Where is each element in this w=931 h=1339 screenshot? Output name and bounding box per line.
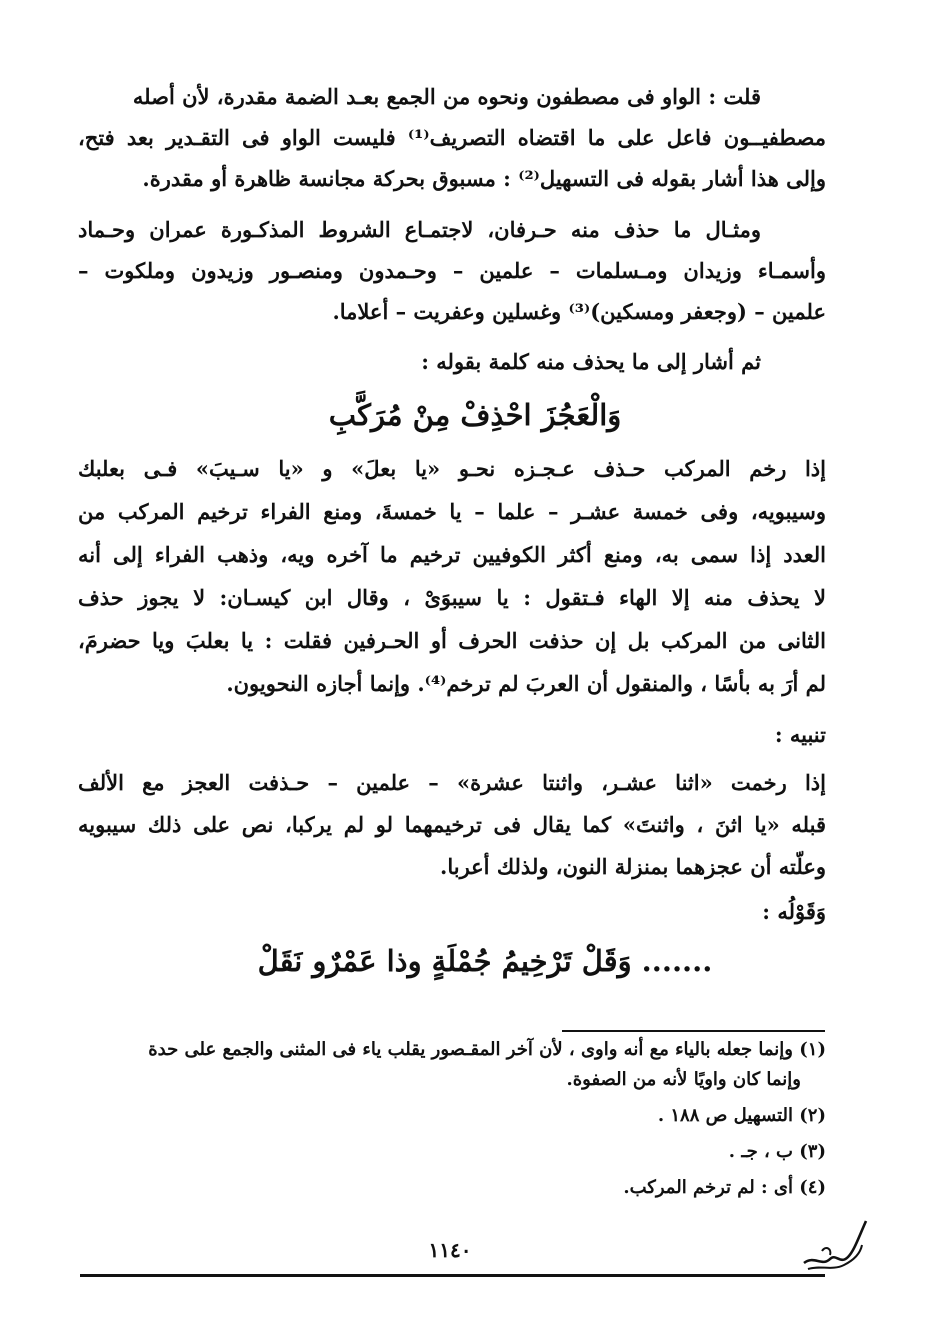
paragraph-1-line-3: وإلى هذا أشار بقوله فى التسهيل⁽²⁾ : مسبوق بحركة مجانسة ظاهرة أو مقدرة. xyxy=(142,166,826,191)
paragraph-4-line-3: وعلّته أن عجزهما بمنزلة النون، ولذلك أعربا. xyxy=(440,854,826,879)
verse-1: وَالْعَجُزَ احْذِفْ مِنْ مُرَكَّبِ xyxy=(328,398,622,432)
tanbih-heading: تنبيه : xyxy=(774,722,826,747)
paragraph-3-line-2: وسيبويه، وفى خمسة عشـر – علما – يا خمسةَ، ومنع الفراء ترخيم المركب من xyxy=(78,499,826,524)
paragraph-3-line-5: الثانى من المركب بل إن حذفت الحرف أو الحـرفين فقلت : يا بعلبَ ويا حضرمَ، xyxy=(78,628,826,653)
paragraph-3-line-6: لم أرَ به بأسًا ، والمنقول أن العربَ لم ترخم⁽⁴⁾. وإنما أجازه النحويون. xyxy=(226,671,826,696)
paragraph-4-line-2: قبله «يا اثنَ ، واثنتَ» كما يقال فى ترخيمهما لو لم يركبا، نص على ذلك سيبويه xyxy=(78,812,826,837)
footnote-4: (٤) أى : لم ترخم المركب. xyxy=(623,1177,826,1198)
page-number: ١١٤٠ xyxy=(428,1238,472,1262)
footnote-2: (٢) التسهيل ص ١٨٨ . xyxy=(657,1105,826,1126)
paragraph-2-line-3: علمين – (وجعفر ومسكين)⁽³⁾ وغسلين وعفريت – أعلاما. xyxy=(332,299,826,324)
qawluhu-line: وَقَوْلُه : xyxy=(762,899,826,924)
footnote-separator xyxy=(562,1030,825,1032)
paragraph-3-line-4: لا يحذف منه إلا الهاء فـتقول : يا سيبوَىْ ، وقال ابن كيسـان: لا يجوز حذف xyxy=(78,585,826,610)
paragraph-1-line-2: مصطفيــون فاعل على ما اقتضاه التصريف⁽¹⁾ فليست الواو فى التقـدير بعد فتح، xyxy=(78,125,826,150)
intro-line: ثم أشار إلى ما يحذف منه كلمة بقوله : xyxy=(421,349,761,374)
paragraph-2-line-2: وأسمـاء وزيدان ومـسلمات – علمين – وحـمدون ومنصـور وزيدون وملكوت – xyxy=(78,258,826,283)
footnote-1-line-1: (١) وإنما جعله بالياء مع أنه واوى ، لأن آخر المقـصور يقلب ياء فى المثنى والجمع على حدة xyxy=(148,1039,826,1060)
paragraph-3-line-3: العدد إذا سمى به، ومنع أكثر الكوفيين ترخيم ما آخره ويه، وذهب الفراء إلى أنه xyxy=(78,542,826,567)
paragraph-3-line-1: إذا رخم المركب حـذف عـجـزه نحـو «يا بعلَ» و «يا سـيبَ» فـى بعلبك xyxy=(78,456,826,481)
paragraph-4-line-1: إذا رخمت «اثنا عشـر، واثنتا عشرة» – علمين – حـذفت العجز مع الألف xyxy=(78,770,826,795)
bottom-rule xyxy=(80,1274,825,1277)
paragraph-2-line-1: ومثـال ما حذف منه حـرفان، لاجتمـاع الشروط المذكـورة عمران وحـماد xyxy=(78,217,761,242)
calligraphic-flourish-icon xyxy=(800,1215,870,1275)
footnote-3: (٣) ب ، جـ . xyxy=(728,1141,826,1162)
footnote-1-line-2: وإنما كان واويًا لأنه من الصفوة. xyxy=(566,1069,801,1090)
verse-2: ....... وَقَلْ تَرْخِيمُ جُمْلَةٍ وذا عَمْرٌو نَقَلْ xyxy=(257,944,713,978)
paragraph-1-line-1: قلت : الواو فى مصطفون ونحوه من الجمع بعـد الضمة مقدرة، لأن أصله xyxy=(132,84,761,109)
